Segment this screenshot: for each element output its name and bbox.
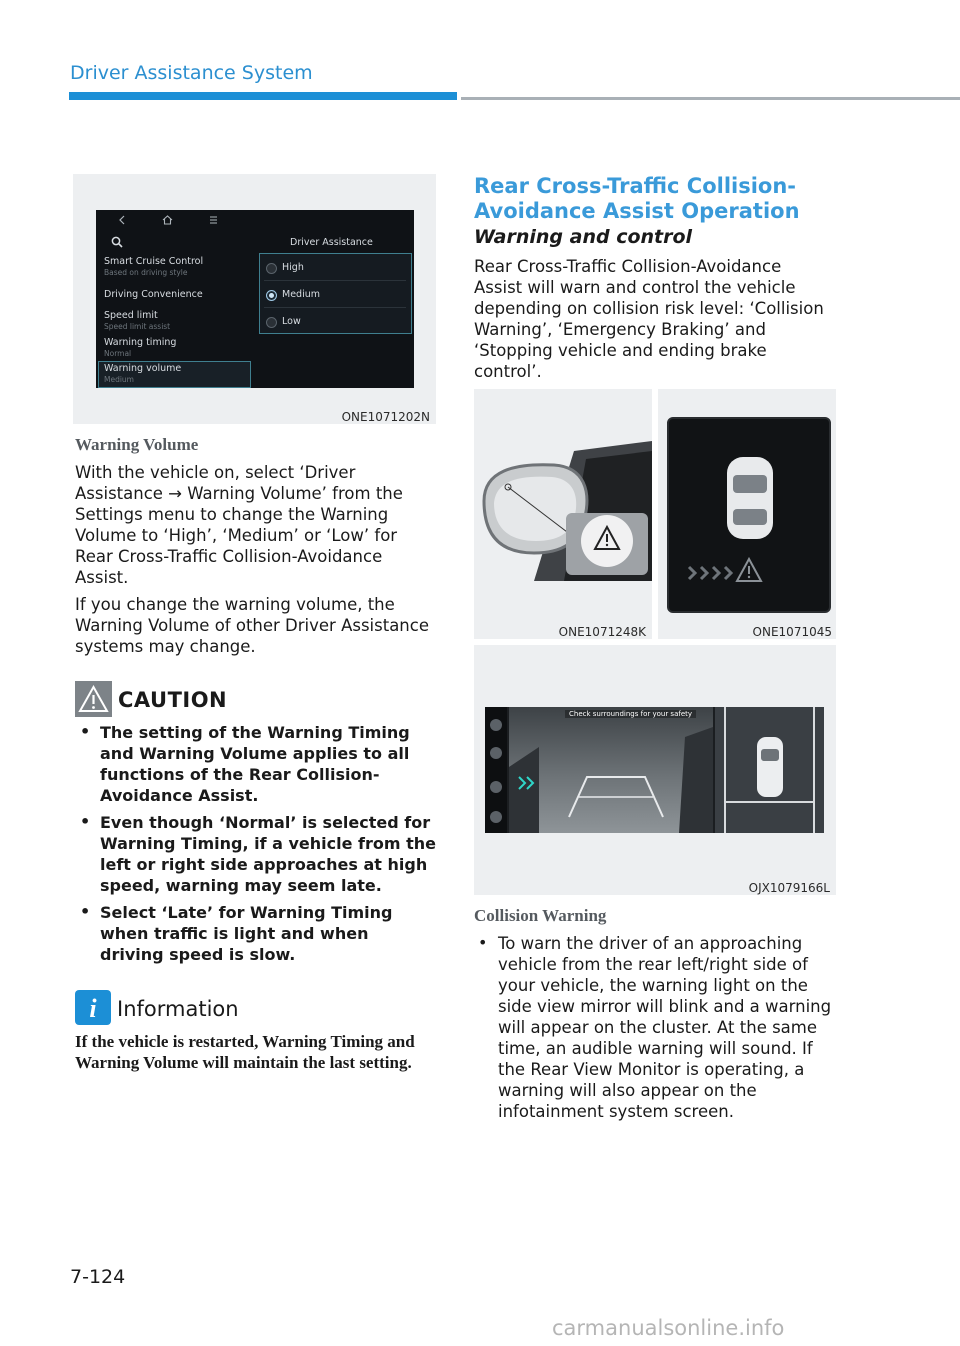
menu-driving-convenience: Driving Convenience [104,289,203,300]
figure-caption: ONE1071202N [341,410,430,424]
menu-smart-cruise: Smart Cruise Control [104,256,204,267]
caution-bullet-3: • [80,902,91,921]
top-view-car-icon [715,707,824,833]
side-mirror-illustration [474,441,652,581]
menu-warning-volume-sub: Medium [104,375,134,384]
page-number: 7-124 [70,1266,126,1288]
watermark: carmanualsonline.info [552,1316,785,1340]
info-box [75,990,111,1025]
menu-warning-timing: Warning timing [104,337,177,348]
menu-speed-limit-sub: Speed limit assist [104,322,171,331]
option-high: High [282,262,304,273]
menu-speed-limit: Speed limit [104,310,158,321]
operation-subtitle: Warning and control [474,226,693,248]
cluster-display [667,417,831,613]
operation-title-line-1: Rear Cross-Traffic Collision- [474,174,797,198]
figure-caption: ONE1071248K [558,625,646,639]
menu-warning-volume: Warning volume [104,363,182,374]
figure-caption: ONE1071045 [752,625,832,639]
figure-rear-view-monitor [474,645,836,895]
menu-smart-cruise-sub: Based on driving style [104,268,188,277]
operation-title-line-2: Avoidance Assist Operation [474,199,800,223]
option-low: Low [282,316,301,327]
rear-view-screen [485,707,824,833]
screen-title: Driver Assistance [290,237,373,248]
radio-low [266,317,277,328]
options-divider-2 [264,307,406,308]
options-divider-1 [264,280,406,281]
top-view [715,707,824,833]
rear-view-banner: Check surroundings for your safety [565,710,696,718]
sidebar-button-2 [490,747,502,759]
infotainment-screen [96,210,414,388]
back-icon [118,215,126,225]
caution-bullet-1: • [80,722,91,741]
section-title: Driver Assistance System [70,62,313,84]
info-title: Information [117,997,239,1021]
header-bar-accent [69,92,457,100]
info-icon [75,990,111,1025]
rear-view-sidebar [485,707,507,833]
collision-warning-bullet: • [478,933,488,952]
parking-guide-lines [509,707,713,833]
radio-medium [266,290,277,301]
caution-box [75,681,112,717]
option-medium: Medium [282,289,320,300]
svg-text:i: i [89,994,97,1023]
settings-gear-icon [490,811,502,823]
search-icon [111,236,123,248]
sidebar-button-1 [490,719,502,731]
home-icon [162,215,173,225]
figure-caption: OJX1079166L [748,881,830,895]
collision-warning-item: To warn the driver of an approaching vehicle from the rear left/right side of your vehicle, the warning light on the side view mirror will blink and a warning will appear on the cluster. At the same time, an audible warning will sound. If the Rear View Monitor is operating, a warning will also appear on the infotainment system screen. [498,934,832,1121]
menu-icon [209,216,218,224]
figure-cluster-warning [658,389,836,639]
warning-volume-heading: Warning Volume [75,435,199,454]
caution-item-2: Even though ‘Normal’ is selected for Warning Timing, if a vehicle from the left or right side approaches at high speed, warning may seem late. [100,813,437,895]
header-bar-rule [461,97,960,100]
caution-bullet-2: • [80,812,91,831]
figure-settings-screen [73,174,436,424]
warning-volume-paragraph-2: If you change the warning volume, the Warning Volume of other Driver Assistance systems may change. [75,595,429,656]
radio-high [266,263,277,274]
camera-view [509,707,713,833]
figure-side-mirror [474,389,652,639]
operation-paragraph: Rear Cross-Traffic Collision-Avoidance Assist will warn and control the vehicle depending on collision risk level: ‘Collision Warning’, ‘Emergency Braking’ and ‘Stopping vehicle and ending brake control’. [474,257,824,381]
caution-item-3: Select ‘Late’ for Warning Timing when traffic is light and when driving speed is slow. [100,903,393,964]
collision-warning-heading: Collision Warning [474,906,607,925]
menu-warning-timing-sub: Normal [104,349,132,358]
info-text: If the vehicle is restarted, Warning Timing and Warning Volume will maintain the last setting. [75,1032,415,1072]
warning-triangle-icon [75,681,112,717]
warning-volume-paragraph-1: With the vehicle on, select ‘Driver Assistance → Warning Volume’ from the Settings menu to change the Warning Volume to ‘High’, ‘Medium’ or ‘Low’ for Rear Cross-Traffic Collision-Avoidance Assist. [75,463,403,587]
car-top-view-icon [669,419,829,611]
caution-title: CAUTION [118,688,228,712]
sidebar-button-3 [490,781,502,793]
caution-item-1: The setting of the Warning Timing and Warning Volume applies to all functions of the Rear Collision-Avoidance Assist. [100,723,410,805]
